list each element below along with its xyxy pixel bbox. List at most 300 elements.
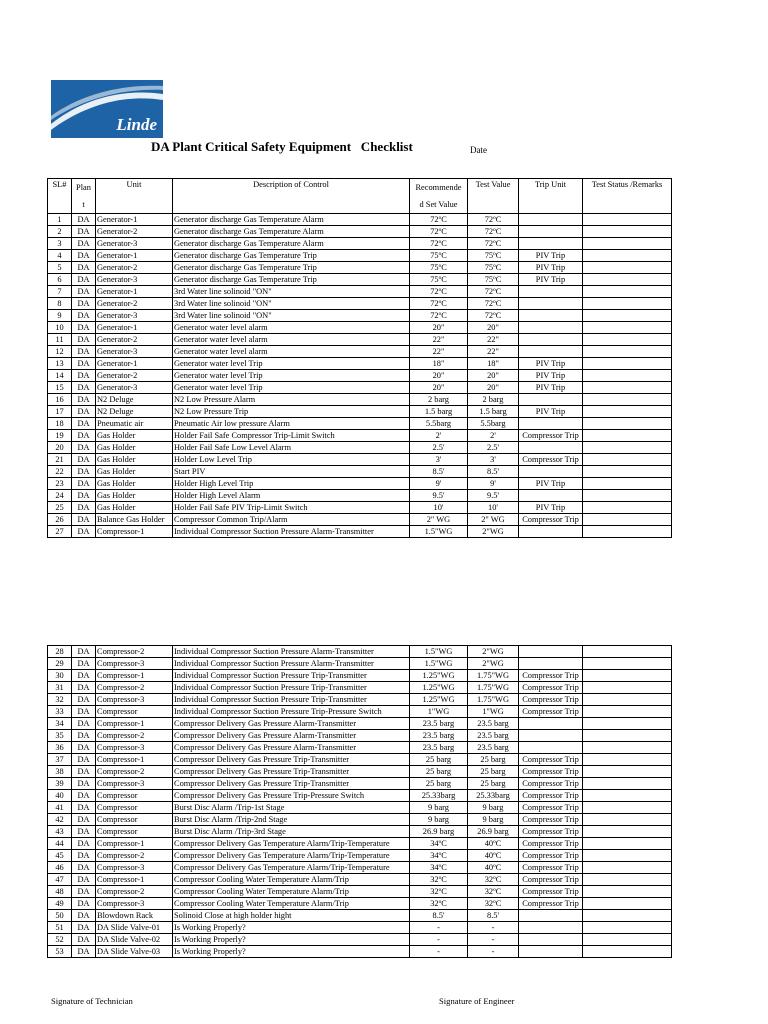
cell-trip-unit bbox=[519, 730, 583, 742]
engineer-signature-label: Signature of Engineer bbox=[439, 996, 515, 1006]
cell-recommended: 20" bbox=[410, 322, 468, 334]
table-row bbox=[48, 646, 672, 658]
cell-recommended: 2" WG bbox=[410, 514, 468, 526]
cell-status[interactable] bbox=[583, 214, 672, 226]
cell-sl: 47 bbox=[48, 874, 72, 886]
cell-status[interactable] bbox=[583, 670, 672, 682]
cell-sl: 31 bbox=[48, 682, 72, 694]
table-row bbox=[48, 454, 672, 466]
cell-status[interactable] bbox=[583, 778, 672, 790]
cell-recommended: 2 barg bbox=[410, 394, 468, 406]
cell-unit: Gas Holder bbox=[96, 454, 173, 466]
cell-status[interactable] bbox=[583, 454, 672, 466]
cell-trip-unit bbox=[519, 310, 583, 322]
checklist-table-continued bbox=[47, 645, 672, 958]
cell-unit: Compressor-1 bbox=[96, 874, 173, 886]
cell-test-value: 8.5' bbox=[468, 466, 519, 478]
cell-unit: Generator-1 bbox=[96, 358, 173, 370]
cell-unit: DA Slide Valve-03 bbox=[96, 946, 173, 958]
cell-status[interactable] bbox=[583, 418, 672, 430]
cell-trip-unit bbox=[519, 658, 583, 670]
cell-unit: Balance Gas Holder bbox=[96, 514, 173, 526]
cell-description: 3rd Water line solinoid "ON" bbox=[173, 298, 410, 310]
cell-description: Individual Compressor Suction Pressure Trip-Transmitter bbox=[173, 670, 410, 682]
cell-test-value: - bbox=[468, 934, 519, 946]
table-row bbox=[48, 742, 672, 754]
table-row bbox=[48, 886, 672, 898]
cell-description: Generator discharge Gas Temperature Alarm bbox=[173, 214, 410, 226]
cell-sl: 46 bbox=[48, 862, 72, 874]
cell-trip-unit: Compressor Trip bbox=[519, 898, 583, 910]
cell-status[interactable] bbox=[583, 766, 672, 778]
cell-sl: 38 bbox=[48, 766, 72, 778]
cell-plant: DA bbox=[72, 778, 96, 790]
cell-status[interactable] bbox=[583, 322, 672, 334]
table-row bbox=[48, 682, 672, 694]
cell-status[interactable] bbox=[583, 922, 672, 934]
cell-sl: 24 bbox=[48, 490, 72, 502]
cell-status[interactable] bbox=[583, 334, 672, 346]
cell-description: Generator water level alarm bbox=[173, 322, 410, 334]
cell-description: Compressor Cooling Water Temperature Alarm/Trip bbox=[173, 874, 410, 886]
cell-description: Holder Fail Safe PIV Trip-Limit Switch bbox=[173, 502, 410, 514]
cell-unit: Generator-2 bbox=[96, 262, 173, 274]
cell-status[interactable] bbox=[583, 742, 672, 754]
cell-sl: 18 bbox=[48, 418, 72, 430]
table-row bbox=[48, 706, 672, 718]
table-body-page1 bbox=[48, 214, 672, 538]
cell-recommended: 25 barg bbox=[410, 778, 468, 790]
cell-plant: DA bbox=[72, 226, 96, 238]
cell-sl: 34 bbox=[48, 718, 72, 730]
cell-trip-unit bbox=[519, 922, 583, 934]
cell-unit: Compressor-2 bbox=[96, 850, 173, 862]
cell-description: Holder Low Level Trip bbox=[173, 454, 410, 466]
cell-plant: DA bbox=[72, 802, 96, 814]
cell-recommended: 72ºC bbox=[410, 286, 468, 298]
cell-unit: Compressor bbox=[96, 802, 173, 814]
table-row bbox=[48, 226, 672, 238]
cell-description: Holder Fail Safe Compressor Trip-Limit Switch bbox=[173, 430, 410, 442]
table-body-page2 bbox=[48, 646, 672, 958]
table-header-row bbox=[48, 179, 672, 214]
cell-description: Compressor Cooling Water Temperature Alarm/Trip bbox=[173, 898, 410, 910]
header-recommended: Recommende d Set Value bbox=[410, 179, 468, 214]
cell-test-value: 1"WG bbox=[468, 706, 519, 718]
cell-description: Generator water level Trip bbox=[173, 358, 410, 370]
cell-recommended: 75ºC bbox=[410, 250, 468, 262]
cell-status[interactable] bbox=[583, 478, 672, 490]
cell-plant: DA bbox=[72, 910, 96, 922]
cell-test-value: 72ºC bbox=[468, 238, 519, 250]
table-row bbox=[48, 298, 672, 310]
cell-recommended: - bbox=[410, 922, 468, 934]
cell-sl: 13 bbox=[48, 358, 72, 370]
cell-description: Individual Compressor Suction Pressure Alarm-Transmitter bbox=[173, 646, 410, 658]
table-row bbox=[48, 526, 672, 538]
cell-status[interactable] bbox=[583, 298, 672, 310]
cell-status[interactable] bbox=[583, 442, 672, 454]
cell-status[interactable] bbox=[583, 814, 672, 826]
cell-unit: Compressor-3 bbox=[96, 658, 173, 670]
cell-unit: Compressor-3 bbox=[96, 862, 173, 874]
cell-plant: DA bbox=[72, 814, 96, 826]
table-row bbox=[48, 658, 672, 670]
cell-test-value: 72ºC bbox=[468, 286, 519, 298]
cell-status[interactable] bbox=[583, 694, 672, 706]
cell-recommended: 1.25"WG bbox=[410, 694, 468, 706]
cell-status[interactable] bbox=[583, 466, 672, 478]
cell-status[interactable] bbox=[583, 874, 672, 886]
cell-recommended: 32ºC bbox=[410, 898, 468, 910]
cell-test-value: 40ºC bbox=[468, 862, 519, 874]
cell-sl: 37 bbox=[48, 754, 72, 766]
cell-description: Start PIV bbox=[173, 466, 410, 478]
cell-sl: 9 bbox=[48, 310, 72, 322]
cell-status[interactable] bbox=[583, 430, 672, 442]
cell-status[interactable] bbox=[583, 910, 672, 922]
cell-test-value: 22" bbox=[468, 346, 519, 358]
cell-trip-unit bbox=[519, 646, 583, 658]
cell-recommended: 1.25"WG bbox=[410, 682, 468, 694]
cell-status[interactable] bbox=[583, 646, 672, 658]
table-row bbox=[48, 442, 672, 454]
cell-description: Compressor Delivery Gas Temperature Alarm/Trip-Temperature bbox=[173, 862, 410, 874]
cell-recommended: 2' bbox=[410, 430, 468, 442]
cell-plant: DA bbox=[72, 718, 96, 730]
cell-recommended: 72ºC bbox=[410, 298, 468, 310]
table-row bbox=[48, 514, 672, 526]
cell-recommended: 18" bbox=[410, 358, 468, 370]
cell-description: Compressor Common Trip/Alarm bbox=[173, 514, 410, 526]
cell-unit: Generator-1 bbox=[96, 250, 173, 262]
cell-description: Individual Compressor Suction Pressure Trip-Transmitter bbox=[173, 682, 410, 694]
cell-sl: 27 bbox=[48, 526, 72, 538]
table-row bbox=[48, 238, 672, 250]
cell-plant: DA bbox=[72, 862, 96, 874]
cell-status[interactable] bbox=[583, 838, 672, 850]
cell-trip-unit: Compressor Trip bbox=[519, 514, 583, 526]
cell-description: Burst Disc Alarm /Trip-3rd Stage bbox=[173, 826, 410, 838]
cell-trip-unit: Compressor Trip bbox=[519, 430, 583, 442]
cell-status[interactable] bbox=[583, 934, 672, 946]
cell-test-value: 25 barg bbox=[468, 754, 519, 766]
cell-trip-unit: Compressor Trip bbox=[519, 754, 583, 766]
cell-status[interactable] bbox=[583, 658, 672, 670]
cell-test-value: 18" bbox=[468, 358, 519, 370]
cell-unit: Gas Holder bbox=[96, 442, 173, 454]
cell-recommended: 1.5"WG bbox=[410, 646, 468, 658]
cell-status[interactable] bbox=[583, 370, 672, 382]
cell-status[interactable] bbox=[583, 730, 672, 742]
cell-unit: Gas Holder bbox=[96, 430, 173, 442]
cell-recommended: 10' bbox=[410, 502, 468, 514]
table-row bbox=[48, 286, 672, 298]
cell-plant: DA bbox=[72, 334, 96, 346]
cell-recommended: 23.5 barg bbox=[410, 730, 468, 742]
table-row bbox=[48, 670, 672, 682]
cell-test-value: 23.5 barg bbox=[468, 742, 519, 754]
cell-description: Generator discharge Gas Temperature Trip bbox=[173, 274, 410, 286]
cell-test-value: 2.5' bbox=[468, 442, 519, 454]
cell-test-value: 1.75"WG bbox=[468, 694, 519, 706]
table-row bbox=[48, 382, 672, 394]
cell-sl: 1 bbox=[48, 214, 72, 226]
cell-sl: 41 bbox=[48, 802, 72, 814]
cell-sl: 2 bbox=[48, 226, 72, 238]
date-label: Date bbox=[470, 145, 487, 155]
cell-unit: Generator-1 bbox=[96, 322, 173, 334]
cell-status[interactable] bbox=[583, 754, 672, 766]
table-row bbox=[48, 730, 672, 742]
cell-status[interactable] bbox=[583, 262, 672, 274]
table-row bbox=[48, 790, 672, 802]
cell-status[interactable] bbox=[583, 226, 672, 238]
table-row bbox=[48, 370, 672, 382]
cell-test-value: - bbox=[468, 946, 519, 958]
cell-description: Compressor Delivery Gas Temperature Alarm/Trip-Temperature bbox=[173, 838, 410, 850]
cell-plant: DA bbox=[72, 946, 96, 958]
table-row bbox=[48, 502, 672, 514]
cell-recommended: 20" bbox=[410, 382, 468, 394]
cell-trip-unit: PIV Trip bbox=[519, 358, 583, 370]
cell-recommended: 9' bbox=[410, 478, 468, 490]
cell-description: Compressor Delivery Gas Pressure Alarm-Transmitter bbox=[173, 730, 410, 742]
cell-test-value: 32ºC bbox=[468, 886, 519, 898]
cell-status[interactable] bbox=[583, 274, 672, 286]
cell-recommended: 25 barg bbox=[410, 766, 468, 778]
cell-sl: 20 bbox=[48, 442, 72, 454]
cell-status[interactable] bbox=[583, 826, 672, 838]
cell-status[interactable] bbox=[583, 526, 672, 538]
cell-status[interactable] bbox=[583, 850, 672, 862]
table-row bbox=[48, 814, 672, 826]
cell-trip-unit bbox=[519, 334, 583, 346]
cell-plant: DA bbox=[72, 358, 96, 370]
cell-sl: 48 bbox=[48, 886, 72, 898]
table-row bbox=[48, 274, 672, 286]
header-trip-unit: Trip Unit bbox=[519, 179, 583, 214]
cell-test-value: 1.5 barg bbox=[468, 406, 519, 418]
table-row bbox=[48, 490, 672, 502]
table-row bbox=[48, 838, 672, 850]
cell-status[interactable] bbox=[583, 394, 672, 406]
cell-recommended: 9 barg bbox=[410, 814, 468, 826]
cell-test-value: 20" bbox=[468, 382, 519, 394]
cell-plant: DA bbox=[72, 214, 96, 226]
cell-unit: Generator-3 bbox=[96, 310, 173, 322]
cell-sl: 51 bbox=[48, 922, 72, 934]
cell-sl: 29 bbox=[48, 658, 72, 670]
cell-plant: DA bbox=[72, 898, 96, 910]
cell-description: Compressor Delivery Gas Pressure Alarm-Transmitter bbox=[173, 742, 410, 754]
cell-trip-unit bbox=[519, 214, 583, 226]
cell-recommended: 72ºC bbox=[410, 310, 468, 322]
cell-trip-unit bbox=[519, 226, 583, 238]
table-row bbox=[48, 898, 672, 910]
cell-status[interactable] bbox=[583, 706, 672, 718]
cell-unit: Compressor-2 bbox=[96, 646, 173, 658]
cell-trip-unit: Compressor Trip bbox=[519, 886, 583, 898]
cell-recommended: 1.25"WG bbox=[410, 670, 468, 682]
cell-trip-unit bbox=[519, 322, 583, 334]
cell-status[interactable] bbox=[583, 238, 672, 250]
cell-description: Burst Disc Alarm /Trip-2nd Stage bbox=[173, 814, 410, 826]
cell-trip-unit: Compressor Trip bbox=[519, 802, 583, 814]
cell-test-value: 20" bbox=[468, 370, 519, 382]
header-plant: Plan t bbox=[72, 179, 96, 214]
cell-sl: 14 bbox=[48, 370, 72, 382]
cell-plant: DA bbox=[72, 694, 96, 706]
cell-status[interactable] bbox=[583, 358, 672, 370]
cell-unit: DA Slide Valve-01 bbox=[96, 922, 173, 934]
cell-trip-unit: PIV Trip bbox=[519, 502, 583, 514]
cell-plant: DA bbox=[72, 874, 96, 886]
cell-sl: 16 bbox=[48, 394, 72, 406]
cell-test-value: 1.75"WG bbox=[468, 670, 519, 682]
technician-signature-label: Signature of Technician bbox=[51, 996, 133, 1006]
cell-trip-unit bbox=[519, 346, 583, 358]
cell-status[interactable] bbox=[583, 286, 672, 298]
cell-sl: 10 bbox=[48, 322, 72, 334]
cell-recommended: 34ºC bbox=[410, 862, 468, 874]
cell-plant: DA bbox=[72, 346, 96, 358]
cell-status[interactable] bbox=[583, 310, 672, 322]
table-row bbox=[48, 850, 672, 862]
cell-status[interactable] bbox=[583, 514, 672, 526]
cell-plant: DA bbox=[72, 826, 96, 838]
cell-sl: 5 bbox=[48, 262, 72, 274]
table-row bbox=[48, 778, 672, 790]
cell-recommended: 5.5barg bbox=[410, 418, 468, 430]
cell-status[interactable] bbox=[583, 862, 672, 874]
cell-status[interactable] bbox=[583, 718, 672, 730]
cell-status[interactable] bbox=[583, 886, 672, 898]
cell-plant: DA bbox=[72, 298, 96, 310]
cell-status[interactable] bbox=[583, 898, 672, 910]
cell-unit: Generator-1 bbox=[96, 214, 173, 226]
cell-description: Individual Compressor Suction Pressure Trip-Pressure Switch bbox=[173, 706, 410, 718]
cell-unit: Compressor bbox=[96, 826, 173, 838]
cell-trip-unit: Compressor Trip bbox=[519, 850, 583, 862]
cell-sl: 4 bbox=[48, 250, 72, 262]
cell-sl: 15 bbox=[48, 382, 72, 394]
cell-trip-unit: Compressor Trip bbox=[519, 814, 583, 826]
cell-description: 3rd Water line solinoid "ON" bbox=[173, 310, 410, 322]
cell-trip-unit bbox=[519, 238, 583, 250]
cell-unit: Compressor bbox=[96, 790, 173, 802]
cell-status[interactable] bbox=[583, 946, 672, 958]
cell-status[interactable] bbox=[583, 382, 672, 394]
table-row bbox=[48, 934, 672, 946]
table-row bbox=[48, 766, 672, 778]
cell-trip-unit bbox=[519, 490, 583, 502]
header-description: Description of Control bbox=[173, 179, 410, 214]
cell-status[interactable] bbox=[583, 682, 672, 694]
cell-recommended: 2.5' bbox=[410, 442, 468, 454]
cell-unit: Generator-2 bbox=[96, 334, 173, 346]
cell-unit: Gas Holder bbox=[96, 466, 173, 478]
cell-plant: DA bbox=[72, 706, 96, 718]
cell-plant: DA bbox=[72, 442, 96, 454]
cell-recommended: 9 barg bbox=[410, 802, 468, 814]
cell-unit: N2 Deluge bbox=[96, 394, 173, 406]
cell-status[interactable] bbox=[583, 250, 672, 262]
cell-status[interactable] bbox=[583, 490, 672, 502]
cell-sl: 39 bbox=[48, 778, 72, 790]
cell-test-value: 2"WG bbox=[468, 658, 519, 670]
table-row bbox=[48, 334, 672, 346]
cell-description: Is Working Properly? bbox=[173, 922, 410, 934]
page-title: DA Plant Critical Safety Equipment Checklist bbox=[151, 139, 413, 154]
cell-test-value: 9 barg bbox=[468, 802, 519, 814]
cell-plant: DA bbox=[72, 454, 96, 466]
cell-sl: 43 bbox=[48, 826, 72, 838]
cell-test-value: 23.5 barg bbox=[468, 730, 519, 742]
cell-description: Holder Fail Safe Low Level Alarm bbox=[173, 442, 410, 454]
cell-trip-unit: Compressor Trip bbox=[519, 766, 583, 778]
cell-status[interactable] bbox=[583, 346, 672, 358]
cell-sl: 33 bbox=[48, 706, 72, 718]
cell-description: N2 Low Pressure Alarm bbox=[173, 394, 410, 406]
table-row bbox=[48, 754, 672, 766]
cell-test-value: 9' bbox=[468, 478, 519, 490]
cell-status[interactable] bbox=[583, 802, 672, 814]
cell-test-value: 9.5' bbox=[468, 490, 519, 502]
cell-test-value: 72ºC bbox=[468, 310, 519, 322]
cell-test-value: 2" WG bbox=[468, 514, 519, 526]
cell-recommended: 25.33barg bbox=[410, 790, 468, 802]
cell-description: Solinoid Close at high holder hight bbox=[173, 910, 410, 922]
table-row bbox=[48, 910, 672, 922]
cell-unit: Compressor-2 bbox=[96, 886, 173, 898]
cell-sl: 36 bbox=[48, 742, 72, 754]
cell-description: Generator discharge Gas Temperature Alarm bbox=[173, 226, 410, 238]
cell-unit: Generator-3 bbox=[96, 346, 173, 358]
cell-test-value: 40ºC bbox=[468, 850, 519, 862]
cell-unit: Generator-2 bbox=[96, 226, 173, 238]
cell-plant: DA bbox=[72, 658, 96, 670]
cell-test-value: 23.5 barg bbox=[468, 718, 519, 730]
cell-sl: 3 bbox=[48, 238, 72, 250]
cell-test-value: 10' bbox=[468, 502, 519, 514]
cell-sl: 32 bbox=[48, 694, 72, 706]
cell-test-value: 8.5' bbox=[468, 910, 519, 922]
cell-status[interactable] bbox=[583, 502, 672, 514]
logo-text: Linde bbox=[116, 115, 157, 134]
cell-description: Compressor Delivery Gas Pressure Trip-Transmitter bbox=[173, 778, 410, 790]
cell-test-value: 1.75"WG bbox=[468, 682, 519, 694]
cell-trip-unit bbox=[519, 442, 583, 454]
cell-trip-unit bbox=[519, 286, 583, 298]
table-row bbox=[48, 826, 672, 838]
cell-unit: Compressor-1 bbox=[96, 754, 173, 766]
cell-trip-unit bbox=[519, 718, 583, 730]
cell-plant: DA bbox=[72, 502, 96, 514]
cell-recommended: 75ºC bbox=[410, 262, 468, 274]
cell-recommended: 1.5"WG bbox=[410, 526, 468, 538]
cell-status[interactable] bbox=[583, 790, 672, 802]
cell-plant: DA bbox=[72, 766, 96, 778]
cell-status[interactable] bbox=[583, 406, 672, 418]
cell-plant: DA bbox=[72, 406, 96, 418]
cell-description: Individual Compressor Suction Pressure Alarm-Transmitter bbox=[173, 526, 410, 538]
cell-plant: DA bbox=[72, 274, 96, 286]
cell-trip-unit: PIV Trip bbox=[519, 274, 583, 286]
cell-test-value: 72ºC bbox=[468, 226, 519, 238]
cell-sl: 11 bbox=[48, 334, 72, 346]
table-row bbox=[48, 466, 672, 478]
